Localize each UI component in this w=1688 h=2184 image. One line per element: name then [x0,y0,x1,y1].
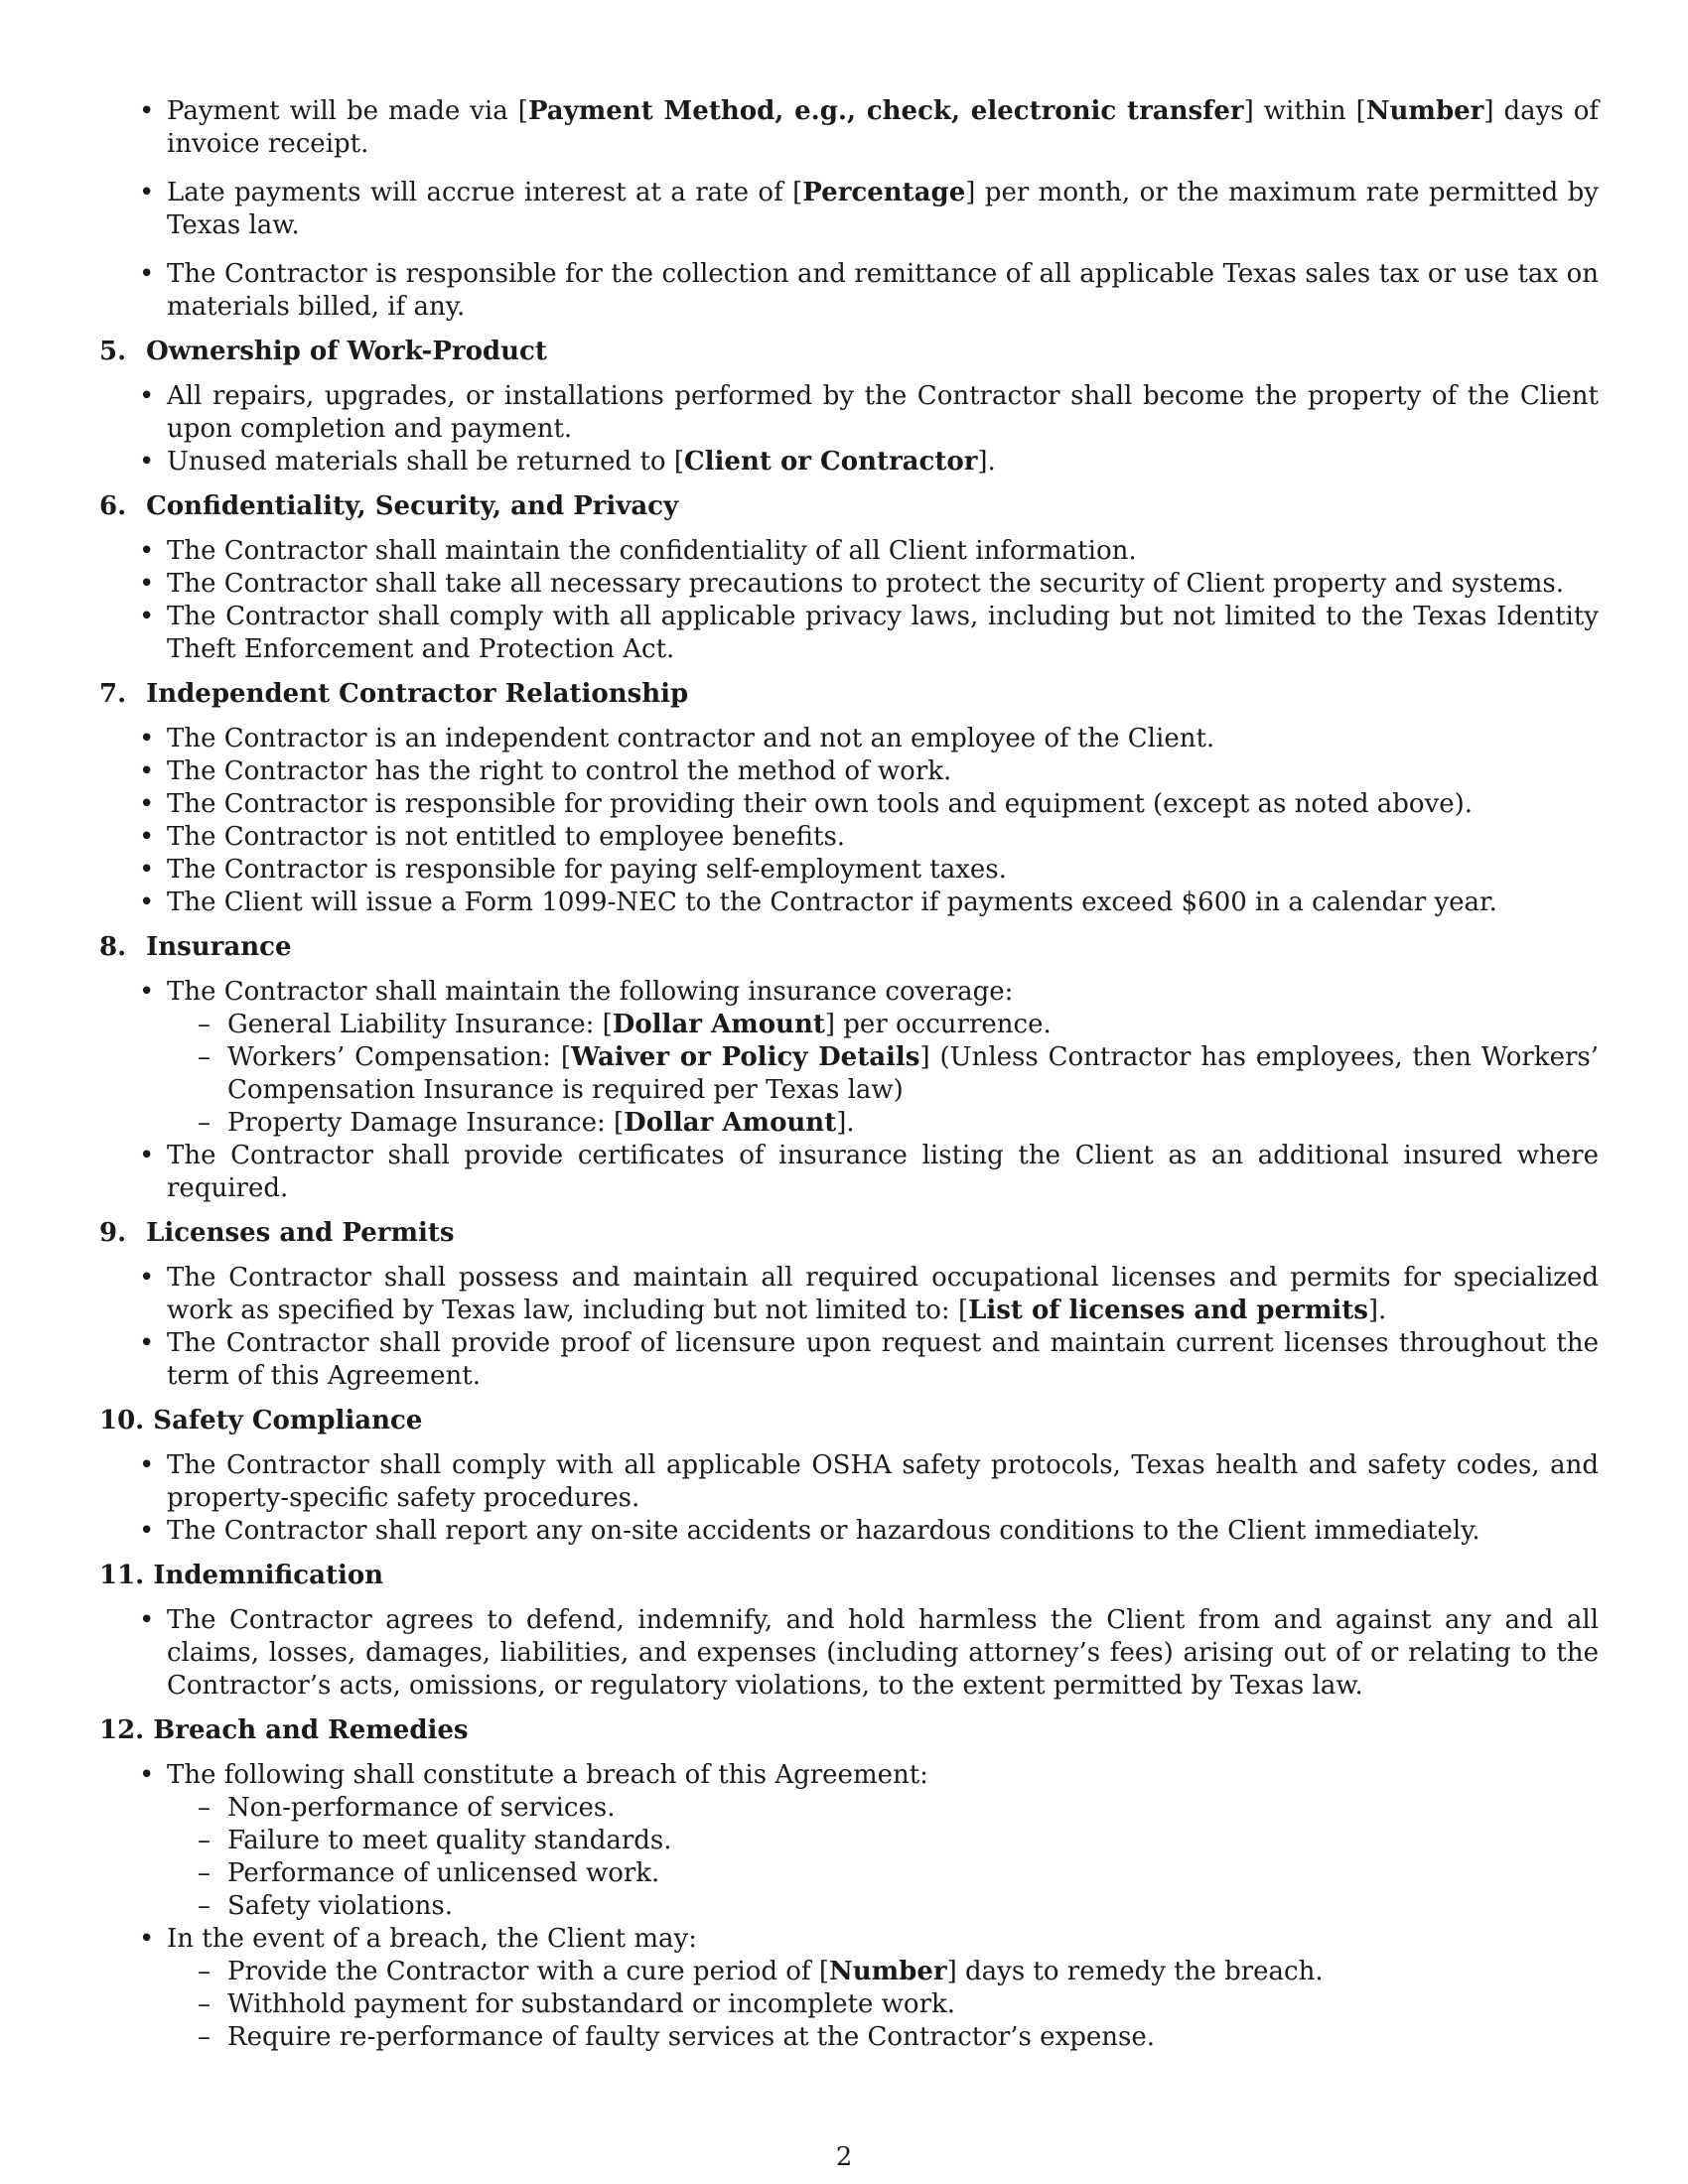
section-number: 12. [99,1715,145,1745]
text-run: [ [957,1296,969,1325]
section [99,931,1599,1205]
placeholder-field: Waiver or Policy Details [571,1042,920,1072]
text-run: Workers’ Compensation: [227,1042,561,1072]
text-run: [ [673,447,684,477]
list-item [167,887,1599,919]
list-item [167,446,1599,478]
bullet-list [99,380,1599,478]
list-item [167,568,1599,601]
text-run: Safety violations. [227,1891,453,1921]
bullet-list [99,1759,1599,2054]
placeholder-field: Client or Contractor [683,447,978,477]
sub-list-item [227,1107,1599,1140]
text-run: ] days to remedy the breach. [946,1957,1324,1986]
text-run: ] per occurrence. [824,1010,1052,1039]
text-run: The Contractor shall provide certificates of insurance listing the Client as an additional insured where required. [167,1141,1599,1203]
list-item [167,755,1599,788]
text-run: The Contractor shall comply with all applicable privacy laws, including but not limited to the Texas Identity Theft Enforcement and Protection Act. [167,602,1599,664]
placeholder-field: Number [1365,96,1484,126]
section-number: 10. [99,1406,145,1435]
list-item [167,177,1599,242]
sub-list-item [227,1956,1599,1988]
text-run: ] per month, or the maximum rate permitted by Texas law. [167,178,1599,240]
bullet-list [99,1449,1599,1548]
list-item [167,535,1599,568]
text-run: The Contractor is responsible for the collection and remittance of all applicable Texas sales tax or use tax on materials billed, if any. [167,259,1599,322]
sub-list-item [227,2021,1599,2054]
sub-list-item [227,1857,1599,1890]
list-item [167,1515,1599,1548]
text-run: Require re-performance of faulty services at the Contractor’s expense. [227,2022,1155,2052]
section [99,490,1599,666]
text-run: [ [602,1010,613,1039]
placeholder-field: Payment Method, e.g., check, electronic transfer [527,96,1244,126]
section [99,1217,1599,1393]
sub-list [167,1792,1599,1923]
text-run: Unused materials shall be returned to [167,447,674,477]
section-title: Confidentiality, Security, and Privacy [146,491,679,521]
section-heading [99,931,1599,964]
section-title: Ownership of Work-Product [146,337,547,366]
list-item [167,380,1599,446]
list-item [167,258,1599,324]
text-run: Failure to meet quality standards. [227,1826,672,1855]
section-heading [99,1560,1599,1592]
section-number: 7. [99,679,127,709]
section-heading [99,1714,1599,1747]
payment-terms-list [99,95,1599,324]
text-run: [ [613,1108,625,1138]
bullet-list [99,723,1599,919]
bullet-list [99,1262,1599,1393]
sub-list-item [227,1825,1599,1857]
text-run: The Contractor shall possess and maintain all required occupational licenses and permits for specialized work as specified by Texas law, including but not limited to: [167,1263,1599,1325]
section-title: Indemnification [153,1561,384,1590]
bullet-list [99,976,1599,1205]
section-number: 11. [99,1561,145,1590]
list-item [167,1262,1599,1327]
section-title: Insurance [146,932,292,962]
sub-list-item [227,1792,1599,1825]
text-run: [ [1355,96,1366,126]
text-run: General Liability Insurance: [227,1010,603,1039]
list-item [167,601,1599,666]
section-heading [99,490,1599,523]
text-run: [ [560,1042,571,1072]
text-run: The Contractor shall take all necessary precautions to protect the security of Client property and systems. [167,569,1565,599]
sub-list-item [227,1009,1599,1041]
text-run: The Contractor shall report any on-site accidents or hazardous conditions to the Client immediately. [167,1516,1480,1546]
section [99,678,1599,919]
list-item [167,854,1599,887]
text-run: The Contractor shall maintain the following insurance coverage: [167,977,1014,1007]
sub-list [167,1009,1599,1140]
text-run: All repairs, upgrades, or installations performed by the Contractor shall become the property of the Client upon completion and payment. [167,381,1599,444]
section-heading [99,678,1599,711]
text-run: ] days of invoice receipt. [167,96,1600,159]
section-heading [99,336,1599,368]
text-run: ]. [977,447,996,477]
sub-list-item [227,1890,1599,1923]
placeholder-field: Dollar Amount [624,1108,837,1138]
section-heading [99,1405,1599,1437]
document-body [99,95,1599,2054]
section-number: 9. [99,1218,127,1248]
text-run: The Contractor is responsible for providing their own tools and equipment (except as noted above). [167,789,1474,819]
text-run: Provide the Contractor with a cure period of [227,1957,819,1986]
sub-list-item [227,1041,1599,1107]
list-item [167,723,1599,755]
bullet-list [99,1604,1599,1703]
list-item [167,976,1599,1140]
text-run: The Contractor shall maintain the confidentiality of all Client information. [167,536,1137,566]
text-run: The Contractor is an independent contractor and not an employee of the Client. [167,724,1215,753]
section-number: 8. [99,932,127,962]
text-run: Withhold payment for substandard or incomplete work. [227,1989,956,2019]
section [99,1560,1599,1703]
text-run: Late payments will accrue interest at a rate of [167,178,793,207]
section-number: 5. [99,337,127,366]
text-run: The Contractor shall provide proof of licensure upon request and maintain current licenses throughout the term of this Agreement. [167,1328,1599,1391]
list-item [167,1140,1599,1205]
text-run: Property Damage Insurance: [227,1108,614,1138]
page-number: 2 [835,2142,853,2172]
list-item [167,1923,1599,2054]
list-item [167,1449,1599,1515]
text-run: ] (Unless Contractor has employees, then Workers’ Compensation Insurance is required per Texas law) [227,1042,1599,1105]
section-title: Licenses and Permits [146,1218,455,1248]
text-run: The Contractor has the right to control the method of work. [167,756,952,786]
list-item [167,1327,1599,1393]
text-run: The Client will issue a Form 1099-NEC to the Contractor if payments exceed $600 in a calendar year. [167,887,1497,917]
section-title: Safety Compliance [153,1406,423,1435]
placeholder-field: Dollar Amount [612,1010,825,1039]
section-title: Independent Contractor Relationship [146,679,689,709]
text-run: Non-performance of services. [227,1793,616,1823]
sections-container [99,336,1599,2054]
list-item [167,821,1599,854]
placeholder-field: List of licenses and permits [968,1296,1368,1325]
sub-list [167,1956,1599,2054]
text-run: In the event of a breach, the Client may: [167,1924,697,1954]
sub-list-item [227,1988,1599,2021]
text-run: The Contractor is responsible for paying self-employment taxes. [167,855,1007,885]
text-run: ]. [836,1108,855,1138]
placeholder-field: Percentage [802,178,966,207]
bullet-list [99,535,1599,666]
text-run: ]. [1367,1296,1387,1325]
list-item [167,788,1599,821]
section [99,336,1599,478]
text-run: [ [517,96,528,126]
section-heading [99,1217,1599,1250]
section [99,1405,1599,1548]
text-run: Payment will be made via [167,96,518,126]
text-run: The Contractor shall comply with all applicable OSHA safety protocols, Texas health and safety codes, and property-specific safety procedures. [167,1450,1599,1513]
list-item [167,1604,1599,1703]
placeholder-field: Number [828,1957,947,1986]
text-run: [ [792,178,803,207]
text-run: [ [818,1957,829,1986]
list-item [167,1759,1599,1923]
list-item [167,95,1599,161]
text-run: ] within [1243,96,1356,126]
text-run: The Contractor is not entitled to employee benefits. [167,822,846,852]
text-run: The Contractor agrees to defend, indemnify, and hold harmless the Client from and against any and all claims, losses, damages, liabilities, and expenses (including attorney’s fees) arising out of or relating to the Contractor’s acts, omissions, or regulatory violations, to the extent permitted by Texas law. [167,1605,1599,1701]
section-title: Breach and Remedies [153,1715,469,1745]
text-run: The following shall constitute a breach of this Agreement: [167,1760,928,1790]
text-run: Performance of unlicensed work. [227,1858,660,1888]
section [99,1714,1599,2054]
section-number: 6. [99,491,127,521]
